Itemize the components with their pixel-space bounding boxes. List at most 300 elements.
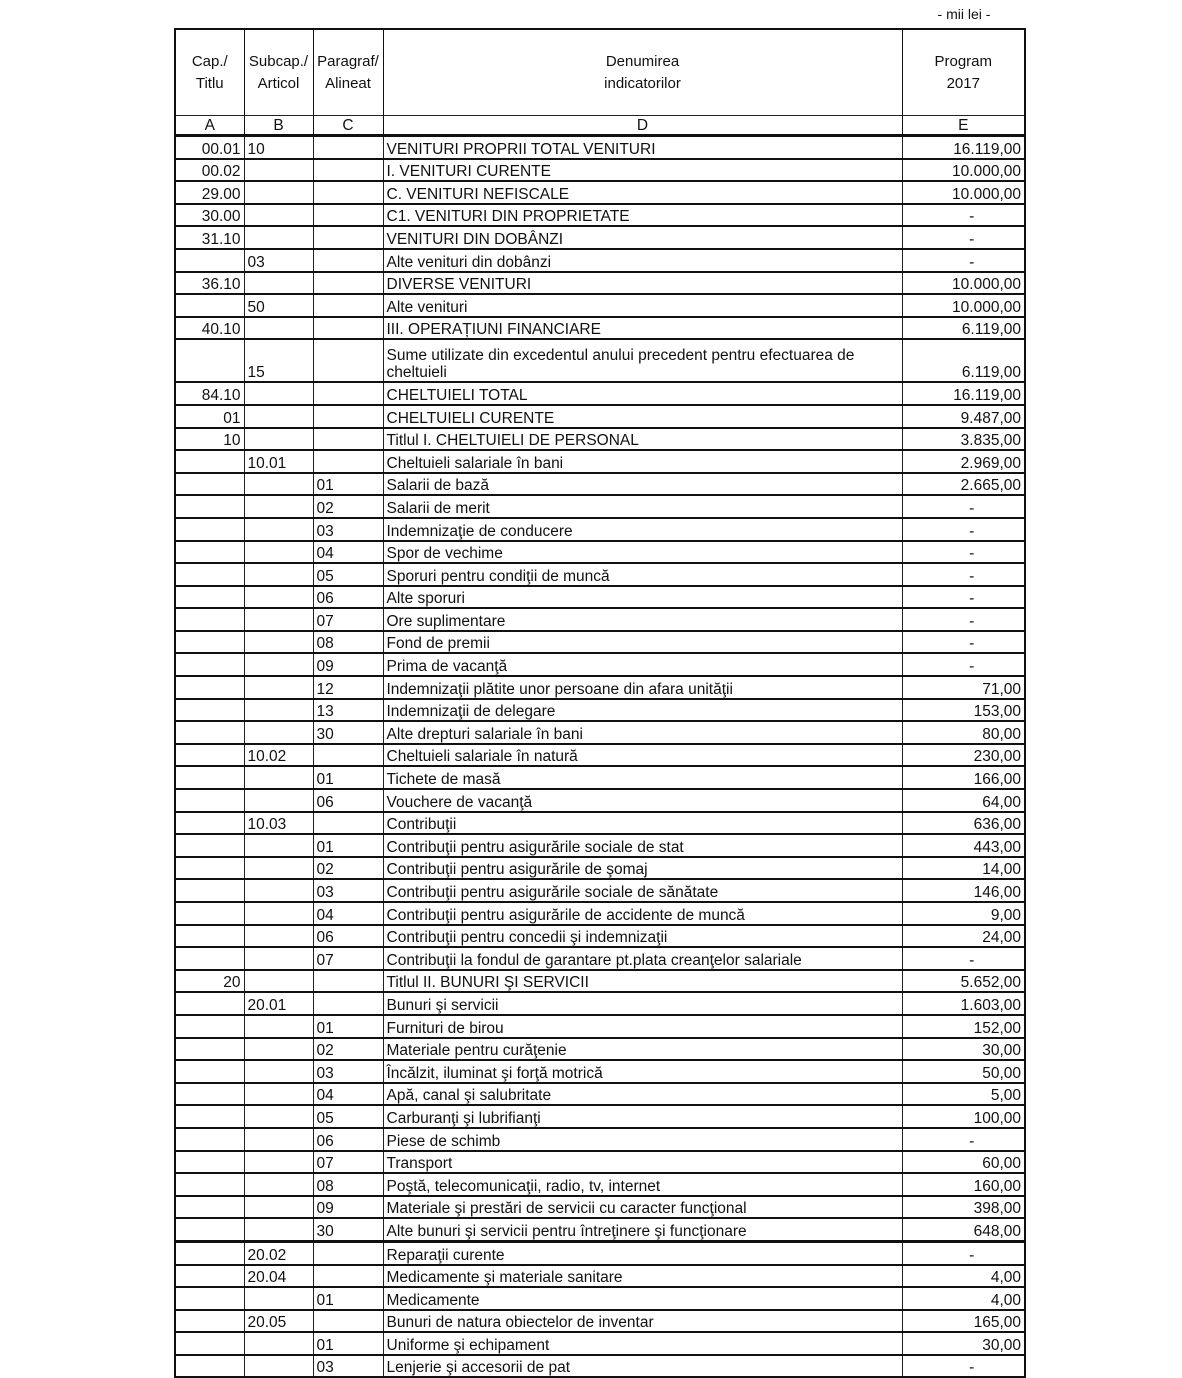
cell-cap-titlu <box>175 812 244 835</box>
table-row <box>175 586 1025 609</box>
cell-program-2017: 230,00 <box>902 744 1025 767</box>
cell-cap-titlu <box>175 1310 244 1333</box>
cell-denumirea: Lenjerie şi accesorii de pat <box>383 1355 902 1378</box>
cell-subcap-articol <box>244 653 313 676</box>
table-row <box>175 879 1025 902</box>
table-row <box>175 925 1025 948</box>
cell-program-2017: 398,00 <box>902 1196 1025 1219</box>
cell-denumirea: Indemnizaţie de conducere <box>383 518 902 541</box>
cell-denumirea: Contribuţii pentru asigurările sociale de stat <box>383 834 902 857</box>
table-row <box>175 1151 1025 1174</box>
table-row <box>175 902 1025 925</box>
cell-cap-titlu <box>175 653 244 676</box>
table-row <box>175 1015 1025 1038</box>
table-row <box>175 226 1025 249</box>
table-row <box>175 834 1025 857</box>
cell-cap-titlu <box>175 1332 244 1355</box>
cell-subcap-articol <box>244 428 313 451</box>
cell-paragraf-alineat: 01 <box>313 1332 383 1355</box>
cell-program-2017: 71,00 <box>902 676 1025 699</box>
cell-cap-titlu <box>175 925 244 948</box>
cell-cap-titlu <box>175 789 244 812</box>
cell-denumirea: CHELTUIELI CURENTE <box>383 405 902 428</box>
cell-subcap-articol <box>244 834 313 857</box>
cell-subcap-articol <box>244 1196 313 1219</box>
table-body <box>175 136 1025 1378</box>
header-program-line2: 2017 <box>946 74 980 92</box>
cell-denumirea: Titlul II. BUNURI ŞI SERVICII <box>383 970 902 993</box>
cell-subcap-articol <box>244 159 313 182</box>
cell-subcap-articol <box>244 608 313 631</box>
cell-subcap-articol <box>244 1128 313 1151</box>
header-subcap-line2: Articol <box>257 74 300 92</box>
cell-denumirea: Salarii de bază <box>383 473 902 496</box>
cell-cap-titlu <box>175 1083 244 1106</box>
cell-cap-titlu: 00.02 <box>175 159 244 182</box>
cell-cap-titlu: 01 <box>175 405 244 428</box>
column-letter-b: B <box>244 116 313 136</box>
cell-subcap-articol: 50 <box>244 294 313 317</box>
cell-paragraf-alineat: 13 <box>313 699 383 722</box>
table-row <box>175 947 1025 970</box>
header-program <box>902 29 1025 116</box>
cell-paragraf-alineat: 02 <box>313 495 383 518</box>
cell-subcap-articol: 10.03 <box>244 812 313 835</box>
table-row <box>175 1355 1025 1378</box>
cell-subcap-articol <box>244 947 313 970</box>
cell-cap-titlu: 40.10 <box>175 317 244 340</box>
cell-program-2017: 64,00 <box>902 789 1025 812</box>
cell-subcap-articol <box>244 204 313 227</box>
cell-denumirea: Vouchere de vacanţă <box>383 789 902 812</box>
cell-denumirea: Alte bunuri şi servicii pentru întreţinere şi funcţionare <box>383 1218 902 1241</box>
cell-paragraf-alineat <box>313 136 383 159</box>
cell-paragraf-alineat: 04 <box>313 902 383 925</box>
cell-program-2017: 100,00 <box>902 1105 1025 1128</box>
cell-subcap-articol <box>244 541 313 564</box>
header-paragraf-line1: Paragraf/ <box>317 52 379 70</box>
cell-paragraf-alineat <box>313 226 383 249</box>
cell-cap-titlu <box>175 1173 244 1196</box>
cell-subcap-articol <box>244 1151 313 1174</box>
cell-denumirea: Salarii de merit <box>383 495 902 518</box>
cell-paragraf-alineat: 07 <box>313 947 383 970</box>
cell-subcap-articol <box>244 181 313 204</box>
cell-cap-titlu: 10 <box>175 428 244 451</box>
cell-paragraf-alineat: 09 <box>313 653 383 676</box>
cell-program-2017: - <box>902 653 1025 676</box>
cell-denumirea: I. VENITURI CURENTE <box>383 159 902 182</box>
cell-subcap-articol <box>244 902 313 925</box>
cell-denumirea: VENITURI PROPRII TOTAL VENITURI <box>383 136 902 159</box>
cell-cap-titlu <box>175 1355 244 1378</box>
cell-subcap-articol: 10.02 <box>244 744 313 767</box>
cell-paragraf-alineat: 08 <box>313 1173 383 1196</box>
cell-paragraf-alineat: 03 <box>313 1060 383 1083</box>
cell-program-2017: 16.119,00 <box>902 136 1025 159</box>
cell-denumirea: Alte sporuri <box>383 586 902 609</box>
table-row <box>175 789 1025 812</box>
cell-denumirea: Carburanţi şi lubrifianţi <box>383 1105 902 1128</box>
cell-paragraf-alineat <box>313 294 383 317</box>
cell-cap-titlu <box>175 541 244 564</box>
cell-program-2017: 5,00 <box>902 1083 1025 1106</box>
column-letter-a: A <box>175 116 244 136</box>
cell-paragraf-alineat <box>313 1241 383 1264</box>
cell-denumirea: Uniforme şi echipament <box>383 1332 902 1355</box>
table-row <box>175 518 1025 541</box>
cell-program-2017: 10.000,00 <box>902 181 1025 204</box>
cell-program-2017: - <box>902 563 1025 586</box>
cell-program-2017: 153,00 <box>902 699 1025 722</box>
cell-program-2017: - <box>902 518 1025 541</box>
header-row <box>175 29 1025 116</box>
column-letter-d: D <box>383 116 902 136</box>
cell-cap-titlu: 31.10 <box>175 226 244 249</box>
cell-denumirea: C. VENITURI NEFISCALE <box>383 181 902 204</box>
cell-paragraf-alineat <box>313 744 383 767</box>
cell-denumirea: Poştă, telecomunicaţii, radio, tv, internet <box>383 1173 902 1196</box>
cell-paragraf-alineat: 05 <box>313 563 383 586</box>
cell-denumirea: DIVERSE VENITURI <box>383 272 902 295</box>
cell-denumirea: Indemnizaţii de delegare <box>383 699 902 722</box>
column-letter-e: E <box>902 116 1025 136</box>
cell-cap-titlu <box>175 1287 244 1310</box>
cell-subcap-articol <box>244 518 313 541</box>
cell-paragraf-alineat: 06 <box>313 586 383 609</box>
cell-cap-titlu <box>175 699 244 722</box>
table-row <box>175 495 1025 518</box>
cell-program-2017: 160,00 <box>902 1173 1025 1196</box>
header-cap-line2: Titlu <box>195 74 224 92</box>
cell-paragraf-alineat: 06 <box>313 789 383 812</box>
cell-cap-titlu <box>175 1241 244 1264</box>
cell-denumirea: Apă, canal şi salubritate <box>383 1083 902 1106</box>
cell-program-2017: 10.000,00 <box>902 272 1025 295</box>
cell-denumirea: Contribuţii pentru concedii şi indemnizaţii <box>383 925 902 948</box>
cell-program-2017: 30,00 <box>902 1332 1025 1355</box>
table-row <box>175 1287 1025 1310</box>
cell-paragraf-alineat: 04 <box>313 541 383 564</box>
cell-program-2017: - <box>902 495 1025 518</box>
cell-program-2017: 3.835,00 <box>902 428 1025 451</box>
cell-subcap-articol: 20.01 <box>244 992 313 1015</box>
cell-cap-titlu <box>175 1105 244 1128</box>
cell-cap-titlu <box>175 563 244 586</box>
table-row <box>175 1105 1025 1128</box>
cell-paragraf-alineat: 03 <box>313 879 383 902</box>
cell-subcap-articol <box>244 473 313 496</box>
table-row <box>175 405 1025 428</box>
table-row <box>175 1038 1025 1061</box>
cell-paragraf-alineat: 01 <box>313 1015 383 1038</box>
cell-denumirea: Cheltuieli salariale în bani <box>383 450 902 473</box>
cell-denumirea: Contribuţii <box>383 812 902 835</box>
table-row <box>175 1060 1025 1083</box>
table-row <box>175 1083 1025 1106</box>
column-letters-row <box>175 116 1025 136</box>
cell-cap-titlu <box>175 947 244 970</box>
table-row <box>175 1265 1025 1288</box>
header-denumirea <box>383 29 902 116</box>
cell-denumirea: Tichete de masă <box>383 766 902 789</box>
cell-paragraf-alineat: 04 <box>313 1083 383 1106</box>
cell-denumirea: Titlul I. CHELTUIELI DE PERSONAL <box>383 428 902 451</box>
cell-subcap-articol: 20.05 <box>244 1310 313 1333</box>
cell-cap-titlu <box>175 1038 244 1061</box>
cell-subcap-articol <box>244 382 313 405</box>
cell-cap-titlu <box>175 1218 244 1241</box>
cell-cap-titlu <box>175 1015 244 1038</box>
cell-program-2017: 80,00 <box>902 721 1025 744</box>
column-letter-c: C <box>313 116 383 136</box>
cell-subcap-articol <box>244 1038 313 1061</box>
cell-cap-titlu <box>175 473 244 496</box>
cell-cap-titlu <box>175 992 244 1015</box>
cell-denumirea: Prima de vacanţă <box>383 653 902 676</box>
cell-cap-titlu <box>175 586 244 609</box>
cell-paragraf-alineat: 07 <box>313 608 383 631</box>
cell-subcap-articol <box>244 970 313 993</box>
cell-paragraf-alineat <box>313 405 383 428</box>
cell-subcap-articol <box>244 317 313 340</box>
cell-paragraf-alineat <box>313 339 383 382</box>
table-row <box>175 721 1025 744</box>
cell-subcap-articol: 03 <box>244 249 313 272</box>
cell-cap-titlu <box>175 1060 244 1083</box>
table-row <box>175 382 1025 405</box>
cell-program-2017: 10.000,00 <box>902 159 1025 182</box>
cell-paragraf-alineat <box>313 812 383 835</box>
cell-paragraf-alineat <box>313 450 383 473</box>
cell-denumirea: Fond de premii <box>383 631 902 654</box>
cell-cap-titlu <box>175 766 244 789</box>
cell-denumirea: Piese de schimb <box>383 1128 902 1151</box>
cell-denumirea: III. OPERAȚIUNI FINANCIARE <box>383 317 902 340</box>
cell-paragraf-alineat <box>313 1265 383 1288</box>
cell-denumirea: Cheltuieli salariale în natură <box>383 744 902 767</box>
cell-cap-titlu <box>175 721 244 744</box>
cell-program-2017: 443,00 <box>902 834 1025 857</box>
table-row <box>175 744 1025 767</box>
cell-subcap-articol <box>244 857 313 880</box>
cell-cap-titlu <box>175 1128 244 1151</box>
cell-cap-titlu <box>175 339 244 382</box>
table-row <box>175 541 1025 564</box>
header-cap-line1: Cap./ <box>191 52 228 70</box>
table-row <box>175 159 1025 182</box>
cell-program-2017: 648,00 <box>902 1218 1025 1241</box>
cell-cap-titlu <box>175 676 244 699</box>
cell-program-2017: 4,00 <box>902 1287 1025 1310</box>
table-row <box>175 653 1025 676</box>
table-row <box>175 992 1025 1015</box>
cell-denumirea: Bunuri şi servicii <box>383 992 902 1015</box>
cell-cap-titlu <box>175 608 244 631</box>
cell-subcap-articol <box>244 766 313 789</box>
header-program-line1: Program <box>934 52 993 70</box>
table-row <box>175 1218 1025 1241</box>
cell-subcap-articol <box>244 563 313 586</box>
cell-program-2017: 1.603,00 <box>902 992 1025 1015</box>
cell-paragraf-alineat: 02 <box>313 857 383 880</box>
header-denumirea-line1: Denumirea <box>605 52 680 70</box>
cell-cap-titlu: 29.00 <box>175 181 244 204</box>
cell-subcap-articol <box>244 226 313 249</box>
cell-paragraf-alineat: 03 <box>313 1355 383 1378</box>
cell-paragraf-alineat: 12 <box>313 676 383 699</box>
cell-paragraf-alineat <box>313 992 383 1015</box>
table-row <box>175 812 1025 835</box>
cell-paragraf-alineat <box>313 272 383 295</box>
cell-denumirea: Contribuţii la fondul de garantare pt.plata creanţelor salariale <box>383 947 902 970</box>
cell-denumirea: Sume utilizate din excedentul anului precedent pentru efectuarea de cheltuieli <box>383 339 902 382</box>
cell-subcap-articol: 10.01 <box>244 450 313 473</box>
cell-cap-titlu <box>175 450 244 473</box>
cell-program-2017: - <box>902 631 1025 654</box>
cell-denumirea: Bunuri de natura obiectelor de inventar <box>383 1310 902 1333</box>
cell-program-2017: 24,00 <box>902 925 1025 948</box>
cell-cap-titlu <box>175 1151 244 1174</box>
cell-subcap-articol <box>244 272 313 295</box>
cell-program-2017: - <box>902 586 1025 609</box>
table-row <box>175 317 1025 340</box>
cell-program-2017: 146,00 <box>902 879 1025 902</box>
cell-paragraf-alineat: 05 <box>313 1105 383 1128</box>
cell-cap-titlu <box>175 879 244 902</box>
cell-program-2017: 5.652,00 <box>902 970 1025 993</box>
cell-denumirea: Indemnizaţii plătite unor persoane din afara unităţii <box>383 676 902 699</box>
cell-subcap-articol: 20.04 <box>244 1265 313 1288</box>
table-row <box>175 181 1025 204</box>
cell-subcap-articol <box>244 1287 313 1310</box>
table-row <box>175 450 1025 473</box>
cell-denumirea: Alte drepturi salariale în bani <box>383 721 902 744</box>
cell-denumirea: CHELTUIELI TOTAL <box>383 382 902 405</box>
cell-cap-titlu: 00.01 <box>175 136 244 159</box>
cell-denumirea: Materiale pentru curăţenie <box>383 1038 902 1061</box>
table-row <box>175 204 1025 227</box>
cell-paragraf-alineat: 01 <box>313 473 383 496</box>
table-row <box>175 608 1025 631</box>
cell-paragraf-alineat: 01 <box>313 834 383 857</box>
table-row <box>175 1128 1025 1151</box>
header-denumirea-line2: indicatorilor <box>604 74 681 92</box>
cell-subcap-articol <box>244 879 313 902</box>
cell-cap-titlu <box>175 518 244 541</box>
cell-denumirea: Ore suplimentare <box>383 608 902 631</box>
cell-paragraf-alineat: 01 <box>313 766 383 789</box>
cell-program-2017: 636,00 <box>902 812 1025 835</box>
cell-cap-titlu: 84.10 <box>175 382 244 405</box>
cell-cap-titlu: 30.00 <box>175 204 244 227</box>
cell-program-2017: 9,00 <box>902 902 1025 925</box>
cell-paragraf-alineat: 03 <box>313 518 383 541</box>
cell-denumirea: Contribuţii pentru asigurările sociale de sănătate <box>383 879 902 902</box>
cell-program-2017: - <box>902 1355 1025 1378</box>
cell-denumirea: Medicamente <box>383 1287 902 1310</box>
table-row <box>175 1173 1025 1196</box>
table-row <box>175 699 1025 722</box>
cell-denumirea: Materiale şi prestări de servicii cu caracter funcţional <box>383 1196 902 1219</box>
cell-program-2017: 4,00 <box>902 1265 1025 1288</box>
table-row <box>175 1332 1025 1355</box>
table-row <box>175 1241 1025 1264</box>
cell-subcap-articol: 20.02 <box>244 1241 313 1264</box>
cell-subcap-articol <box>244 405 313 428</box>
cell-paragraf-alineat <box>313 428 383 451</box>
cell-program-2017: 60,00 <box>902 1151 1025 1174</box>
cell-subcap-articol <box>244 1015 313 1038</box>
cell-cap-titlu <box>175 1265 244 1288</box>
cell-program-2017: 2.665,00 <box>902 473 1025 496</box>
cell-cap-titlu <box>175 294 244 317</box>
cell-program-2017: 6.119,00 <box>902 339 1025 382</box>
cell-denumirea: VENITURI DIN DOBÂNZI <box>383 226 902 249</box>
cell-cap-titlu <box>175 902 244 925</box>
header-subcap-line1: Subcap./ <box>248 52 309 70</box>
table-row <box>175 970 1025 993</box>
table-row <box>175 1310 1025 1333</box>
cell-paragraf-alineat <box>313 317 383 340</box>
cell-denumirea: C1. VENITURI DIN PROPRIETATE <box>383 204 902 227</box>
cell-subcap-articol <box>244 676 313 699</box>
cell-subcap-articol <box>244 1218 313 1241</box>
table-row <box>175 339 1025 382</box>
cell-subcap-articol <box>244 631 313 654</box>
budget-table <box>174 28 1026 1378</box>
cell-paragraf-alineat: 30 <box>313 721 383 744</box>
cell-subcap-articol: 10 <box>244 136 313 159</box>
cell-program-2017: - <box>902 1128 1025 1151</box>
cell-subcap-articol: 15 <box>244 339 313 382</box>
cell-program-2017: - <box>902 608 1025 631</box>
cell-subcap-articol <box>244 586 313 609</box>
header-cap-titlu <box>175 29 244 116</box>
cell-paragraf-alineat: 06 <box>313 1128 383 1151</box>
cell-subcap-articol <box>244 699 313 722</box>
table-row <box>175 473 1025 496</box>
cell-program-2017: 152,00 <box>902 1015 1025 1038</box>
header-paragraf-line2: Alineat <box>325 74 371 92</box>
cell-cap-titlu <box>175 631 244 654</box>
cell-program-2017: 165,00 <box>902 1310 1025 1333</box>
cell-program-2017: 9.487,00 <box>902 405 1025 428</box>
cell-cap-titlu <box>175 249 244 272</box>
unit-label: - mii lei - <box>937 6 991 22</box>
cell-subcap-articol <box>244 1355 313 1378</box>
cell-program-2017: - <box>902 541 1025 564</box>
cell-cap-titlu <box>175 744 244 767</box>
cell-subcap-articol <box>244 1105 313 1128</box>
cell-subcap-articol <box>244 789 313 812</box>
cell-cap-titlu: 36.10 <box>175 272 244 295</box>
cell-paragraf-alineat <box>313 159 383 182</box>
cell-denumirea: Sporuri pentru condiţii de muncă <box>383 563 902 586</box>
table-row <box>175 857 1025 880</box>
cell-cap-titlu: 20 <box>175 970 244 993</box>
cell-program-2017: - <box>902 204 1025 227</box>
cell-paragraf-alineat: 08 <box>313 631 383 654</box>
cell-denumirea: Încălzit, iluminat şi forţă motrică <box>383 1060 902 1083</box>
header-subcap-articol <box>244 29 313 116</box>
cell-paragraf-alineat: 06 <box>313 925 383 948</box>
cell-cap-titlu <box>175 495 244 518</box>
cell-cap-titlu <box>175 834 244 857</box>
cell-paragraf-alineat <box>313 249 383 272</box>
cell-denumirea: Spor de vechime <box>383 541 902 564</box>
table-row <box>175 631 1025 654</box>
